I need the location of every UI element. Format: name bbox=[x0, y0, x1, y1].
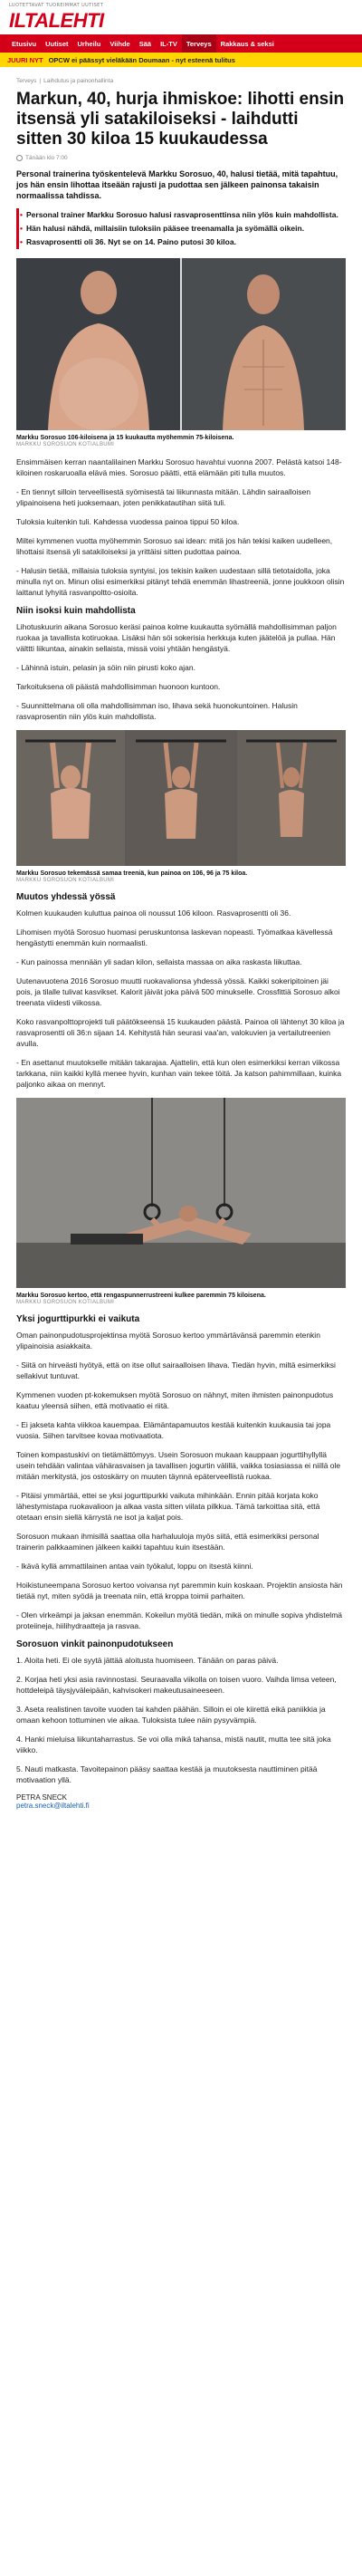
nav-item-urheilu[interactable]: Urheilu bbox=[77, 39, 101, 48]
section-heading: Niin isoksi kuin mahdollista bbox=[16, 606, 136, 616]
body-paragraph: - Ikävä kyllä ammattilainen antaa vain työkalut, loppu on itsestä kiinni. bbox=[16, 1562, 253, 1571]
body-paragraph: Oman painonpudotusprojektinsa myötä Sorosuo kertoo ymmärtävänsä paremmin etenkin ylipainoisia asiakkaita. bbox=[16, 1331, 320, 1350]
nav-item-etusivu[interactable]: Etusivu bbox=[12, 39, 37, 48]
breadcrumb bbox=[16, 78, 346, 84]
body-paragraph: Miltei kymmenen vuotta myöhemmin Sorosuo sai idean: mitä jos hän tekisi kaiken uudelleen, lihottaisi itsensä yli satakiloiseksi ja yrittäisi sitten pudottaa painoa. bbox=[16, 536, 333, 556]
photo-caption: Markku Sorosuo 106-kiloisena ja 15 kuukautta myöhemmin 75-kiloisena. bbox=[16, 435, 234, 441]
body-paragraph: Uutenavuotena 2016 Sorosuo muutti ruokavalionsa yhdessä yössä. Kaikki sokeripitoinen jäi pois, ja tilalle tulivat kasvikset. Kalorit jäivät joka päivä 500 minukselle. Crossfittiä Sorosuo alkoi treenata viidesti viikossa. bbox=[16, 976, 340, 1007]
tip-item: 5. Nauti matkasta. Tavoitepainon pääsy saattaa kestää ja muutoksesta nauttiminen pitää motivaation yllä. bbox=[16, 1764, 318, 1784]
article-lead: Personal trainerina työskentelevä Markku Sorosuo, 40, halusi tietää, mitä tapahtuu, jos hän ensin lihottaa itseään rajusti ja pudottaa sen jälkeen painonsa takaisin normaalissa tahdissa. bbox=[16, 169, 338, 200]
masthead bbox=[0, 0, 362, 34]
photo-credit: MARKKU SOROSUON KOTIALBUMI bbox=[16, 442, 115, 447]
breadcrumb-separator: | bbox=[39, 78, 42, 84]
body-paragraph: - Olen virkeämpi ja jaksan enemmän. Kokeilun myötä tiedän, mikä on minulle sopiva yhdistelmä proteiineja, hiilihydraatteja ja rasvaa. bbox=[16, 1610, 343, 1630]
body-paragraph: - Lähinnä istuin, pelasin ja söin niin pirusti koko ajan. bbox=[16, 663, 195, 672]
body-paragraph: - Halusin tietää, millaisia tuloksia syntyisi, jos tekisin kaiken uudestaan sillä tietotaidolla, joka minulla nyt on. Minun olisi esimerkiksi pitänyt tehdä enemmän lihastreeniä, jonne joukkoon olisin laittanut lyhyitä rasvanpoltto-osioita. bbox=[16, 566, 345, 597]
section-heading: Muutos yhdessä yössä bbox=[16, 892, 116, 902]
fact-item: • Rasvaprosentti oli 36. Nyt se on 14. Paino putosi 30 kiloa. bbox=[19, 235, 346, 249]
article-meta bbox=[16, 155, 346, 161]
nav-item-iltv[interactable]: IL-TV bbox=[160, 39, 177, 48]
body-paragraph: Koko rasvanpolttoprojekti tuli päätökseensä 15 kuukauden päästä. Painoa oli lähtenyt 30 kiloa ja rasvaprosentti oli 36:n sijaan 14. Kehitystä hän seurasi vaa'an, valokuvien ja vertailutreenien avulla. bbox=[16, 1017, 345, 1048]
body-paragraph: - Pitäisi ymmärtää, ettei se yksi jogurttipurkki vaikuta mihinkään. Ennin pitää korjata koko lähestymistapa ruokavalioon ja alkaa vasta sitten viilata pilkkua. Tämä tarkoittaa sitä, että otetaan ensin siellä kärrystä ne isot ja kaljat pois. bbox=[16, 1491, 320, 1522]
training-series-photo[interactable] bbox=[16, 730, 346, 866]
body-paragraph: - Ei jakseta kahta viikkoa kauempaa. Elämäntapamuutos kestää kuitenkin kuukausia tai jopa vuosia. Siihen tarvitsee kovaa motivaatiota. bbox=[16, 1420, 331, 1440]
body-paragraph: Ensimmäisen kerran naantalilainen Markku Sorosuo havahtui vuonna 2007. Pelästä katsoi 148-kiloinen roskaruoalla elävä mies. Sorosuo päätti, että elämään piti tulla muutos. bbox=[16, 457, 342, 477]
body-paragraph: Tarkoituksena oli päästä mahdollisimman huonoon kuntoon. bbox=[16, 682, 221, 691]
breadcrumb-laihdutus[interactable]: Laihdutus ja painonhallinta bbox=[43, 78, 114, 84]
breadcrumb-terveys[interactable]: Terveys bbox=[16, 78, 37, 84]
author-name: PETRA SNECK bbox=[16, 1793, 68, 1802]
photo-credit: MARKKU SOROSUON KOTIALBUMI bbox=[16, 878, 115, 883]
nav-item-uutiset[interactable]: Uutiset bbox=[45, 39, 69, 48]
article-title: Markun, 40, hurja ihmiskoe: lihotti ensin itsensä yli satakiloiseksi - laihdutti sitten 30 kiloa 15 kuukaudessa bbox=[16, 90, 345, 149]
tip-item: 2. Korjaa heti yksi asia ravinnostasi. Seuraavalla viikolla on toisen vuoro. Vaihda limsa veteen, hottdeleipä täysjyväleipään, kahvisokeri makeutusaineeseen. bbox=[16, 1675, 337, 1695]
before-after-photo[interactable] bbox=[16, 258, 346, 430]
body-paragraph: Kolmen kuukauden kuluttua painoa oli noussut 106 kiloon. Rasvaprosentti oli 36. bbox=[16, 908, 291, 918]
tip-item: 1. Aloita heti. Ei ole syytä jättää aloitusta huomiseen. Tänään on paras päivä. bbox=[16, 1656, 279, 1665]
breaking-news-bar[interactable] bbox=[0, 53, 362, 67]
site-logo[interactable]: ILTALEHTI bbox=[9, 9, 104, 32]
photo-credit: MARKKU SOROSUON KOTIALBUMI bbox=[16, 1300, 115, 1305]
section-heading: Sorosuon vinkit painonpudotukseen bbox=[16, 1639, 174, 1649]
body-paragraph: Lihomisen myötä Sorosuo huomasi peruskuntonsa laskevan nopeasti. Työmatkaa kävellessä hengästytti enemmän kuin normaalisti. bbox=[16, 928, 333, 947]
fact-box bbox=[16, 208, 346, 249]
clock-icon bbox=[16, 155, 23, 161]
section-heading: Yksi jogurttipurkki ei vaikuta bbox=[16, 1314, 140, 1324]
fact-item: • Hän halusi nähdä, millaisiin tuloksiin pääsee treenamalla ja syömällä oikein. bbox=[19, 222, 346, 235]
breaking-label: JUURI NYT bbox=[7, 55, 43, 64]
body-paragraph: - Suunnittelmana oli olla mahdollisimman iso, lihava sekä huonokuntoinen. Halusin rasvaprosentin niin ylös kuin mahdollista. bbox=[16, 701, 298, 721]
body-paragraph: - En tiennyt silloin terveellisestä syömisestä tai liikunnasta mitään. Lähdin sairaalloisen ylipainoisena heti juoksemaan, joten penikkatautihan siitä tuli. bbox=[16, 487, 311, 507]
nav-item-saa[interactable]: Sää bbox=[138, 39, 152, 48]
nav-item-rakkaus[interactable]: Rakkaus & seksi bbox=[220, 39, 274, 48]
photo-caption: Markku Sorosuo kertoo, että rengaspunnerrustreeni kulkee paremmin 75 kiloisena. bbox=[16, 1293, 266, 1299]
nav-item-terveys[interactable]: Terveys bbox=[182, 34, 216, 53]
breaking-text[interactable]: OPCW ei päässyt vieläkään Doumaan - nyt esteenä tulitus bbox=[48, 55, 235, 64]
body-paragraph: Lihotuskuurin aikana Sorosuo keräsi painoa kolme kuukautta syömällä mahdollisimman paljon ruokaa ja tavallista kotiruokaa. Lisäksi hän söi sokerisia herkkuja kuten jäätelöä ja pullaa. Hän välttti liikuntaa, ainakin sellaista, missä voisi yhtään hengästyä. bbox=[16, 622, 337, 653]
article bbox=[0, 78, 362, 1810]
body-paragraph: - Kun painossa mennään yli sadan kilon, sellaista massaa on aika raskasta liikuttaa. bbox=[16, 957, 302, 966]
tip-item: 4. Hanki mieluisa liikuntaharrastus. Se voi olla mikä tahansa, mistä nautit, mutta tee sitä joka viikko. bbox=[16, 1735, 331, 1754]
nav-item-viihde[interactable]: Viihde bbox=[110, 39, 130, 48]
body-paragraph: - Siitä on hirveästi hyötyä, että on itse ollut sairaalloisen lihava. Tiedän hyvin, miltä esimerkiksi sellakivut tuntuvat. bbox=[16, 1360, 336, 1380]
body-paragraph: Hoikistuneempana Sorosuo kertoo voivansa nyt paremmin kuin koskaan. Projektin ansiosta hän tietää nyt, miten syödä ja treenata niin, että kroppa toimii parhaiten. bbox=[16, 1581, 343, 1600]
body-paragraph: - En asettanut muutokselle mitään takarajaa. Ajattelin, että kun olen esimerkiksi kerran viikossa tarkkana, niin kaikki kyllä menee hyvin, kunhan vain tekee töitä. Ja katson pahimmillaan, kuinka paljonko aikaa on mennyt. bbox=[16, 1058, 342, 1089]
author-email-link[interactable]: petra.sneck@iltalehti.fi bbox=[16, 1802, 90, 1810]
tagline: LUOTETTAVAT TUOREIMMAT UUTISET bbox=[9, 3, 104, 8]
ring-pushup-photo[interactable] bbox=[16, 1098, 346, 1288]
photo-caption: Markku Sorosuo tekemässä samaa treeniä, kun painoa on 106, 96 ja 75 kiloa. bbox=[16, 870, 248, 877]
publish-time: Tänään klo 7:00 bbox=[25, 155, 68, 161]
body-paragraph: Sorosuon mukaan ihmisillä saattaa olla harhaluuloja myös siitä, että esimerkiksi personal trainerin palkkaaminen jälkeen kaikki tapahtuu kuin itsestään. bbox=[16, 1532, 319, 1552]
body-paragraph: Toinen kompastuskivi on tietämättömyys. Usein Sorosuon mukaan kauppaan jogurttihyllyllä usein tehdään valintaa vähärasvaisen ja tavallisen jogurtin välillä, vaikka tosiasiassa ei niillä ole mitään merkitystä, jos ostoskärry on muuten täynnä epäterveellistä ruokaa. bbox=[16, 1450, 341, 1481]
body-paragraph: Tuloksia kuitenkin tuli. Kahdessa vuodessa painoa tippui 50 kiloa. bbox=[16, 517, 240, 526]
main-nav bbox=[0, 34, 362, 53]
tip-item: 3. Aseta realistinen tavoite vuoden tai kahden päähän. Silloin ei ole kiirettä eikä paniikkia ja omaan kehoon tottuminen vie aikaa. Tuloksista tulee näin pysyvämpiä. bbox=[16, 1705, 326, 1725]
fact-item: • Personal trainer Markku Sorosuo halusi rasvaprosenttinsa niin ylös kuin mahdollista. bbox=[19, 208, 346, 222]
body-paragraph: Kymmenen vuoden pt-kokemuksen myötä Sorosuo on nähnyt, miten ihmisten painonpudotus kaatuu yleensä siihen, että motivaatio ei riitä. bbox=[16, 1390, 334, 1410]
